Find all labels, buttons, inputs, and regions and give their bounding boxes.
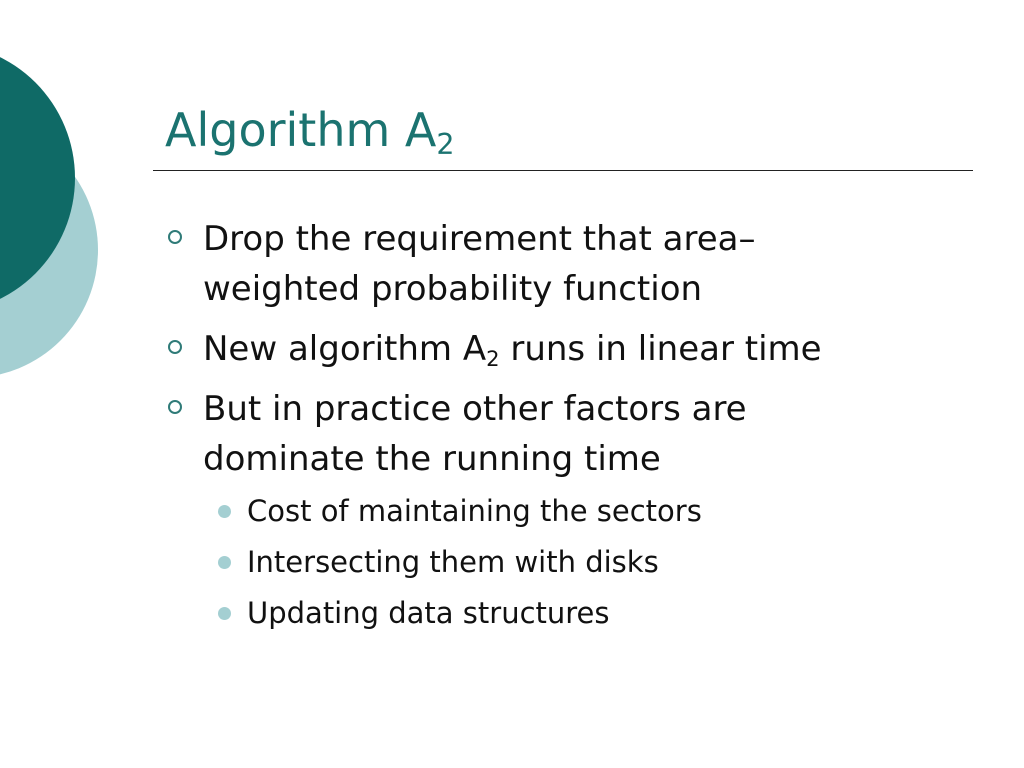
- sub-bullet-text: Updating data structures: [247, 596, 610, 630]
- bullet-text: New algorithm A: [203, 329, 487, 369]
- hollow-circle-bullet-icon: [168, 230, 182, 244]
- bullet-text-line: dominate the running time: [203, 439, 661, 479]
- sub-bullet-text: Intersecting them with disks: [247, 545, 659, 579]
- bullet-item: [163, 384, 953, 484]
- bullet-item: [163, 324, 953, 374]
- bullet-text-line: weighted probability function: [203, 269, 703, 309]
- bullet-list: [163, 214, 953, 639]
- sub-bullet-item: [163, 537, 953, 588]
- bullet-text: runs in linear time: [499, 329, 822, 369]
- slide-title: [165, 100, 455, 160]
- bullet-item: [163, 214, 953, 314]
- filled-dot-bullet-icon: [218, 505, 231, 518]
- decorative-circles: [0, 0, 120, 420]
- sub-bullet-text: Cost of maintaining the sectors: [247, 494, 702, 528]
- bullet-text-line: Drop the requirement that area–: [203, 219, 756, 259]
- slide-title-text: Algorithm A: [165, 103, 437, 157]
- hollow-circle-bullet-icon: [168, 400, 182, 414]
- bullet-text-line: But in practice other factors are: [203, 389, 747, 429]
- filled-dot-bullet-icon: [218, 556, 231, 569]
- bullet-subscript: 2: [486, 345, 500, 371]
- filled-dot-bullet-icon: [218, 607, 231, 620]
- sub-bullet-item: [163, 486, 953, 537]
- slide-title-subscript: 2: [436, 127, 455, 161]
- hollow-circle-bullet-icon: [168, 340, 182, 354]
- title-divider: [153, 170, 973, 171]
- sub-bullet-item: [163, 588, 953, 639]
